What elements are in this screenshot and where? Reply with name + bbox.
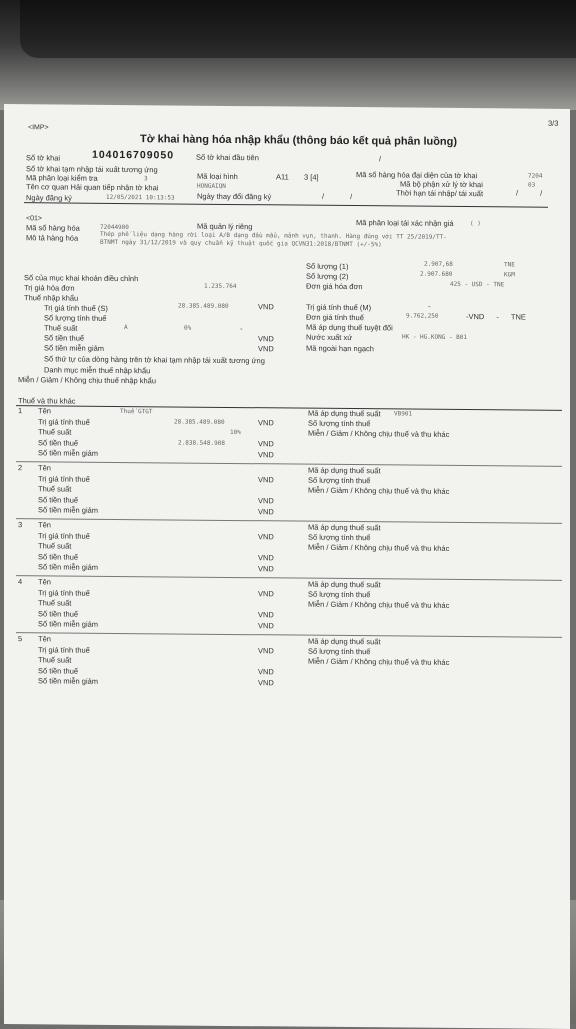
- nuoc-xuat-xu-value: HK - HG.KONG - B01: [402, 333, 468, 342]
- ma-loai-hinh-value: A11: [276, 172, 289, 182]
- tax-row-vnd: VND: [258, 532, 274, 542]
- tax-row-ma-ad-value: VB901: [394, 410, 413, 418]
- so-luong-1-unit: TNE: [504, 261, 515, 269]
- other-taxes-label: Thuế và thu khác: [18, 396, 76, 406]
- tax-row-ma-ad-label: Mã áp dụng thuế suất: [308, 465, 381, 476]
- tax-row-mien-giam-label: Miễn / Giảm / Không chịu thuế và thu khác: [308, 428, 450, 439]
- tri-gia-hd-label: Trị giá hóa đơn: [24, 283, 75, 293]
- ma-phan-loai-kt-value: 3: [144, 175, 148, 183]
- tax-row-divider: [16, 632, 562, 638]
- mien-giam-label: Miễn / Giảm / Không chịu thuế nhập khẩu: [18, 375, 157, 386]
- tri-gia-tinh-thue-m-value: -: [428, 301, 431, 311]
- tax-row-number: 3: [18, 520, 23, 530]
- tax-row-so-tien-thue-label: Số tiền thuế: [38, 609, 79, 619]
- tax-row-ten-label: Tên: [38, 577, 51, 587]
- tax-row-ten-label: Tên: [38, 406, 51, 416]
- tax-row-so-luong-label: Số lượng tính thuế: [308, 589, 371, 600]
- vnd-label: VND: [258, 302, 274, 312]
- so-luong-1-value: 2.907,68: [424, 260, 453, 268]
- tax-row-so-luong-label: Số lượng tính thuế: [308, 532, 371, 543]
- tax-row-thue-suat-label: Thuế suất: [38, 484, 72, 494]
- tax-row-so-tien-thue-label: Số tiền thuế: [38, 438, 79, 448]
- imp-tag: <IMP>: [28, 124, 49, 132]
- don-gia-tinh-thue-label: Đơn giá tính thuế: [306, 312, 364, 323]
- tax-row-mien-giam-label: Miễn / Giảm / Không chịu thuế và thu khác: [308, 599, 450, 610]
- tax-row-thue-suat-label: Thuế suất: [38, 427, 72, 437]
- tax-row-divider: [16, 575, 562, 581]
- ma-bo-phan-label: Mã bộ phận xử lý tờ khai: [400, 179, 483, 190]
- tax-row-so-tien-mien-giam-label: Số tiền miễn giảm: [38, 676, 99, 686]
- so-luong-2-value: 2.907.680: [420, 270, 453, 278]
- tax-row-ma-ad-label: Mã áp dụng thuế suất: [308, 579, 381, 590]
- tax-row-name: Thuế GTGT: [120, 408, 153, 416]
- ma-quan-ly-label: Mã quản lý riêng: [197, 221, 253, 232]
- ngay-thay-doi-value: / /: [322, 191, 353, 202]
- ngay-dang-ky-value: 12/05/2021 10:13:53: [106, 193, 175, 202]
- tax-row-tri-gia-label: Trị giá tính thuế: [38, 645, 90, 655]
- tax-row-so-tien-mien-giam-label: Số tiền miễn giảm: [38, 562, 99, 572]
- thue-suat-value: 0%: [184, 324, 192, 332]
- so-to-khai-dau-tien-label: Số tờ khai đầu tiên: [196, 152, 259, 163]
- tax-row-number: 2: [18, 463, 23, 473]
- so-to-khai-label: Số tờ khai: [26, 153, 61, 163]
- ma-so-hh-dai-dien-label: Mã số hàng hóa đại diện của tờ khai: [356, 170, 478, 181]
- tax-row-ten-label: Tên: [38, 463, 51, 473]
- tax-row-vnd-2: VND: [258, 667, 274, 677]
- thue-suat-label: Thuế suất: [44, 323, 78, 333]
- so-to-khai-value: 104016709050: [92, 148, 175, 162]
- tri-gia-hd-value: 1.235.764: [204, 282, 237, 291]
- tax-row-so-tien-mien-giam-label: Số tiền miễn giảm: [38, 448, 99, 458]
- tax-row-vnd: VND: [258, 475, 274, 485]
- ngay-dang-ky-label: Ngày đăng ký: [26, 193, 72, 203]
- tax-row-divider: [16, 518, 562, 524]
- tax-row-vnd-3: VND: [258, 507, 274, 517]
- nuoc-xuat-xu-label: Nước xuất xứ: [306, 332, 353, 343]
- tax-row-thue-suat-label: Thuế suất: [38, 541, 72, 551]
- so-muc-khai-label: Số của mục khai khoản điều chỉnh: [24, 273, 139, 284]
- tax-row-tri-gia-label: Trị giá tính thuế: [38, 588, 90, 598]
- don-gia-hd-label: Đơn giá hóa đơn: [306, 281, 363, 292]
- page-title: Tờ khai hàng hóa nhập khẩu (thông báo kết quả phân luồng): [140, 133, 458, 148]
- tax-row-vnd-2: VND: [258, 553, 274, 563]
- tax-row-thue-suat-label: Thuế suất: [38, 598, 72, 608]
- thoi-han-value: / /: [516, 188, 543, 198]
- tax-row-vnd: VND: [258, 418, 274, 428]
- tax-row-number: 1: [18, 406, 23, 416]
- slash: /: [379, 154, 382, 164]
- dark-device-edge: [20, 0, 576, 58]
- ma-ngoai-han-ngach-label: Mã ngoài hạn ngạch: [306, 343, 374, 354]
- don-gia-hd-value: 425 - USD - TNE: [450, 280, 505, 289]
- tax-row-so-tien-thue-label: Số tiền thuế: [38, 552, 79, 562]
- tax-row-tri-gia-label: Trị giá tính thuế: [38, 531, 90, 541]
- ten-co-quan-label: Tên cơ quan Hải quan tiếp nhận tờ khai: [26, 182, 159, 193]
- tax-row-vnd: VND: [258, 646, 274, 656]
- vnd-label-2: VND: [258, 334, 274, 344]
- other-taxes-divider: [16, 405, 562, 411]
- so-tien-thue-label: Số tiền thuế: [44, 333, 85, 343]
- ma-loai-hinh-extra: 3 [4]: [304, 172, 319, 182]
- tax-row-vnd-2: VND: [258, 496, 274, 506]
- ma-so-hh-value: 72044900: [100, 223, 129, 232]
- tax-row-so-tien-mien-giam-label: Số tiền miễn giảm: [38, 505, 99, 515]
- thoi-han-label: Thời hạn tái nhập/ tái xuất: [396, 188, 484, 199]
- thue-suat-dash: -: [240, 324, 243, 334]
- tri-gia-tinh-thue-s-value: 28.385.489.080: [178, 302, 229, 310]
- tax-row-number: 5: [18, 634, 23, 644]
- tax-row-thue-suat-label: Thuế suất: [38, 655, 72, 665]
- tax-row-mien-giam-label: Miễn / Giảm / Không chịu thuế và thu khác: [308, 485, 450, 496]
- ma-phan-loai-xn-value: ( ): [470, 220, 481, 228]
- tax-row-vnd-3: VND: [258, 678, 274, 688]
- item-tag: <01>: [26, 215, 42, 223]
- tax-row-ma-ad-label: Mã áp dụng thuế suất: [308, 636, 381, 647]
- tax-row-so-tien-thue-label: Số tiền thuế: [38, 666, 79, 676]
- tax-row-so-luong-label: Số lượng tính thuế: [308, 418, 371, 429]
- mo-ta-line2: BTNMT ngày 31/12/2019 và quy chuẩn kỹ thuật quốc gia QCVN31:2018/BTNMT (+/-5%): [100, 238, 382, 249]
- don-gia-tinh-thue-value: 9.762,250: [406, 312, 439, 320]
- tax-row-tri-gia-label: Trị giá tính thuế: [38, 417, 90, 427]
- customs-declaration-page: [4, 104, 570, 1029]
- mo-ta-label: Mô tả hàng hóa: [26, 233, 79, 243]
- tax-row-ma-ad-label: Mã áp dụng thuế suất: [308, 408, 381, 419]
- tax-row-ten-label: Tên: [38, 634, 51, 644]
- tax-row-mien-giam-label: Miễn / Giảm / Không chịu thuế và thu khác: [308, 656, 450, 667]
- ma-loai-hinh-label: Mã loại hình: [197, 171, 238, 182]
- tri-gia-tinh-thue-m-label: Trị giá tính thuế (M): [306, 302, 372, 313]
- so-luong-2-label: Số lượng (2): [306, 271, 349, 282]
- tax-row-vnd-3: VND: [258, 450, 274, 460]
- thue-suat-code: A: [124, 324, 128, 332]
- tax-row-number: 4: [18, 577, 23, 587]
- vnd-label-3: VND: [258, 344, 274, 354]
- tax-row-divider: [16, 461, 562, 467]
- tax-row-mien-giam-label: Miễn / Giảm / Không chịu thuế và thu khác: [308, 542, 450, 553]
- header-divider: [24, 202, 548, 208]
- so-tien-mien-giam-label: Số tiền miễn giảm: [44, 343, 105, 353]
- tax-row-thue-suat-value: 10%: [230, 428, 241, 437]
- ma-phan-loai-kt-label: Mã phân loại kiểm tra: [26, 173, 98, 183]
- so-luong-tinh-thue-label: Số lượng tính thuế: [44, 313, 107, 323]
- tax-row-vnd-3: VND: [258, 621, 274, 631]
- tax-row-tri-gia-value: 28.385.489.080: [174, 418, 225, 426]
- ma-phan-loai-xn-label: Mã phân loại tái xác nhận giá: [356, 218, 454, 228]
- tax-row-so-tien-mien-giam-label: Số tiền miễn giảm: [38, 619, 99, 629]
- so-luong-1-label: Số lượng (1): [306, 261, 349, 272]
- so-thu-tu-label: Số thứ tự của dòng hàng trên tờ khai tạm nhập tái xuất tương ứng: [44, 354, 265, 366]
- ma-bo-phan-value: 03: [528, 181, 536, 189]
- tax-row-ten-label: Tên: [38, 520, 51, 530]
- tax-row-vnd: VND: [258, 589, 274, 599]
- so-tk-tam-nhap-label: Số tờ khai tạm nhập tái xuất tương ứng: [26, 164, 158, 175]
- ngay-thay-doi-label: Ngày thay đổi đăng ký: [197, 191, 272, 202]
- ma-so-hh-label: Mã số hàng hóa: [26, 223, 80, 233]
- tax-row-so-luong-label: Số lượng tính thuế: [308, 475, 371, 486]
- tax-row-so-tien-thue-label: Số tiền thuế: [38, 495, 79, 505]
- don-gia-tinh-thue-unit: -VND - TNE: [466, 312, 526, 322]
- danh-muc-mien-thue-label: Danh mục miễn thuế nhập khẩu: [44, 365, 151, 376]
- tax-row-vnd-2: VND: [258, 610, 274, 620]
- page-number: 3/3: [548, 118, 559, 128]
- tax-row-ma-ad-label: Mã áp dụng thuế suất: [308, 522, 381, 533]
- mo-ta-line1: Thép phế liệu dạng hàng rời loại A/B dạng đầu mẩu, mảnh vụn, thanh. Hàng đúng với TT 25/2019/TT-: [100, 230, 447, 241]
- ma-so-hh-dai-dien-value: 7204: [528, 172, 543, 180]
- ma-ad-thue-tuyet-doi-label: Mã áp dụng thuế tuyệt đối: [306, 322, 393, 333]
- tax-row-vnd-3: VND: [258, 564, 274, 574]
- tax-row-so-tien-thue-value: 2.838.548.908: [178, 439, 225, 447]
- tax-row-vnd-2: VND: [258, 439, 274, 449]
- tax-row-so-luong-label: Số lượng tính thuế: [308, 646, 371, 657]
- so-luong-2-unit: KGM: [504, 271, 515, 279]
- thue-nk-label: Thuế nhập khẩu: [24, 293, 79, 303]
- tri-gia-tinh-thue-s-label: Trị giá tính thuế (S): [44, 303, 108, 313]
- ten-co-quan-value: HONGAIQN: [197, 182, 226, 190]
- tax-row-tri-gia-label: Trị giá tính thuế: [38, 474, 90, 484]
